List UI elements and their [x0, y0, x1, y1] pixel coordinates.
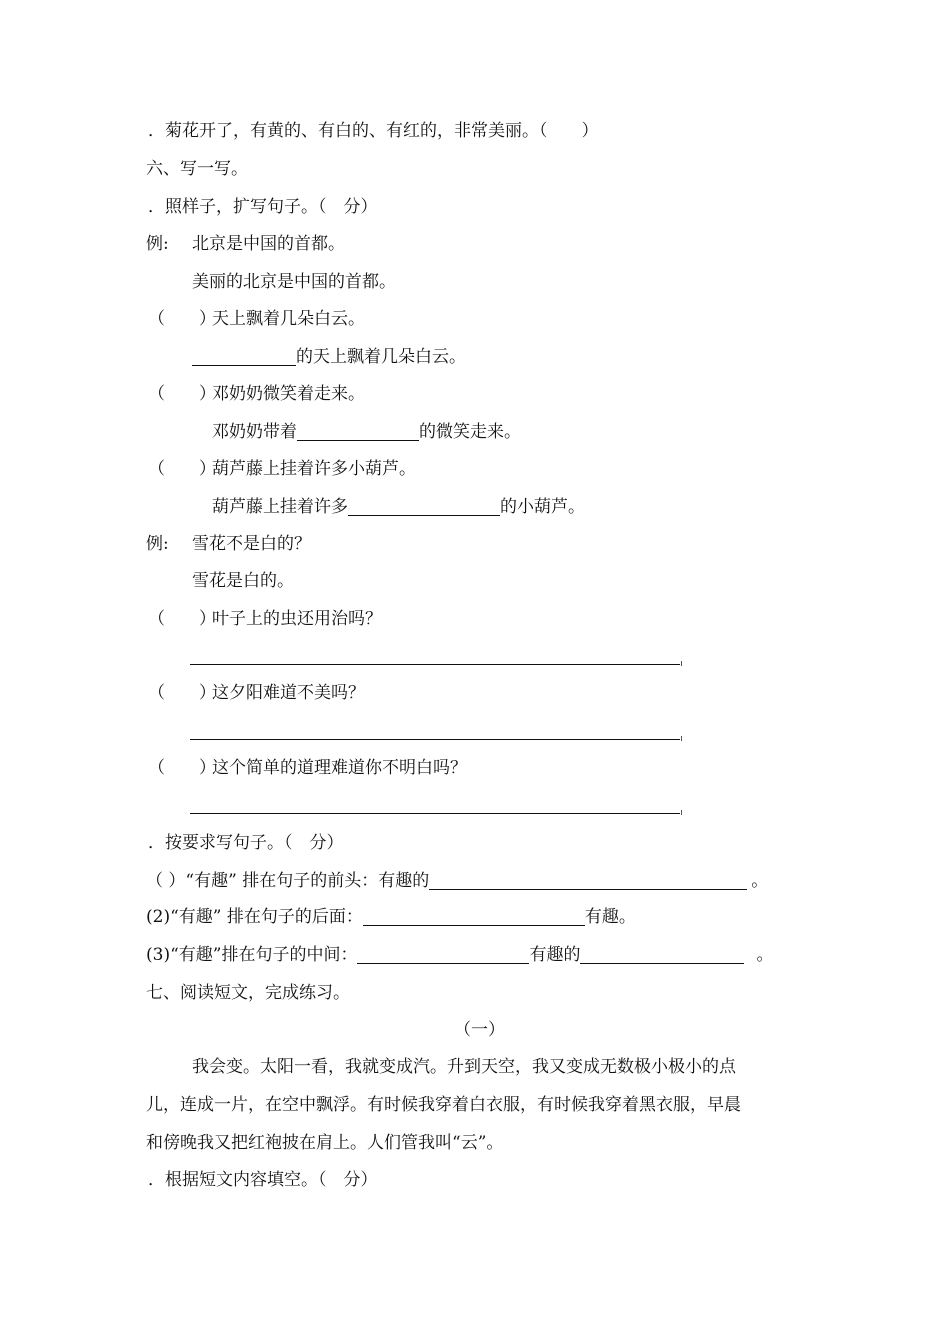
item-suffix: 。	[756, 945, 774, 965]
answer-suffix: 的小葫芦。	[500, 497, 585, 517]
answer-blank[interactable]	[348, 497, 500, 516]
section-six-title: 六、写一写。	[146, 159, 248, 179]
answer-blank[interactable]	[297, 422, 419, 441]
reading-part-label: （一）	[454, 1020, 505, 1040]
reading-question-1: ．根据短文内容填空。（ 分）	[148, 1170, 378, 1190]
expand-answer-1	[192, 346, 466, 368]
answer-line[interactable]	[190, 813, 680, 814]
line-end-mark	[681, 661, 682, 666]
paragraph-line-2: 儿，连成一片，在空中飘浮。有时候我穿着白衣服，有时候我穿着黑衣服，早晨	[146, 1095, 741, 1115]
paragraph-line-1: 我会变。太阳一看，我就变成汽。升到天空，我又变成无数极小极小的点	[192, 1057, 736, 1077]
answer-prefix: 邓奶奶带着	[212, 422, 297, 442]
example-result-2: 雪花是白的。	[192, 571, 294, 591]
expand-answer-2	[212, 421, 521, 443]
youqu-item-3	[146, 944, 773, 966]
section-seven-title: 七、阅读短文，完成练习。	[146, 983, 350, 1003]
answer-blank[interactable]	[429, 871, 747, 890]
expand-answer-3	[212, 496, 585, 518]
example-original-2: 雪花不是白的？	[192, 534, 311, 554]
answer-paren: （ ）	[148, 459, 216, 479]
youqu-item-1	[146, 870, 768, 892]
answer-paren: （ ）	[148, 309, 216, 329]
expand-sentence-3: 葫芦藤上挂着许多小葫芦。	[212, 459, 416, 479]
answer-blank[interactable]	[192, 347, 296, 366]
example-original-1: 北京是中国的首都。	[192, 234, 345, 254]
answer-paren: （ ）	[148, 384, 216, 404]
answer-suffix: 的天上飘着几朵白云。	[296, 347, 466, 367]
item-suffix: 有趣。	[584, 907, 636, 927]
answer-paren: （ ）	[148, 758, 216, 778]
answer-suffix: 的微笑走来。	[419, 422, 521, 442]
rewrite-sentence-1: 叶子上的虫还用治吗？	[212, 609, 382, 629]
answer-blank[interactable]	[357, 945, 529, 964]
item-text: (2)“有趣” 排在句子的后面：	[146, 907, 363, 927]
answer-prefix: 葫芦藤上挂着许多	[212, 497, 348, 517]
line-end-mark	[681, 736, 682, 741]
example-label-1: 例:	[146, 234, 169, 254]
paragraph-line-3: 和傍晚我又把红袍披在肩上。人们管我叫“云”。	[146, 1133, 504, 1153]
answer-line[interactable]	[190, 739, 680, 740]
youqu-instruction: ．按要求写句子。（ 分）	[148, 833, 344, 853]
rewrite-sentence-3: 这个简单的道理难道你不明白吗？	[212, 758, 467, 778]
item-text: (3)“有趣”排在句子的中间：	[146, 945, 358, 965]
answer-blank[interactable]	[363, 907, 585, 926]
expand-instruction: ．照样子，扩写句子。（ 分）	[148, 197, 378, 217]
line-end-mark	[681, 810, 682, 815]
question-chrysanthemum: ．菊花开了，有黄的、有白的、有红的，非常美丽。（ ）	[148, 121, 599, 141]
item-mid: 有趣的	[529, 945, 581, 965]
example-result-1: 美丽的北京是中国的首都。	[192, 272, 396, 292]
item-text: （ ）“有趣” 排在句子的前头：有趣的	[146, 871, 430, 891]
expand-sentence-2: 邓奶奶微笑着走来。	[212, 384, 365, 404]
answer-paren: （ ）	[148, 683, 216, 703]
youqu-item-2	[146, 906, 636, 928]
example-label-2: 例:	[146, 534, 169, 554]
item-suffix: 。	[751, 871, 769, 891]
answer-blank[interactable]	[580, 945, 744, 964]
expand-sentence-1: 天上飘着几朵白云。	[212, 309, 365, 329]
answer-line[interactable]	[190, 664, 680, 665]
answer-paren: （ ）	[148, 609, 216, 629]
rewrite-sentence-2: 这夕阳难道不美吗？	[212, 683, 365, 703]
